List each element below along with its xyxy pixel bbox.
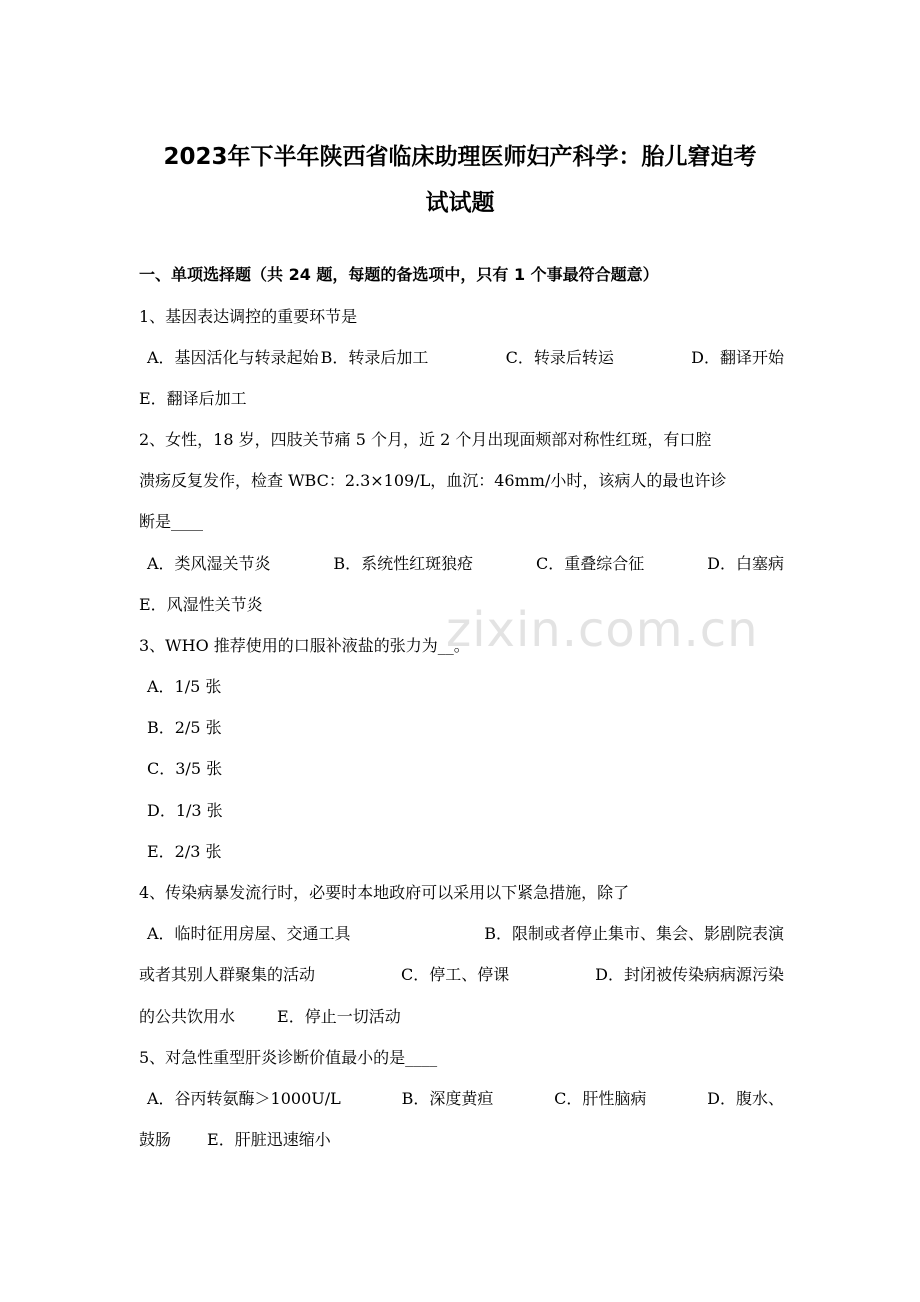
option-d: D．腹水、 bbox=[707, 1089, 784, 1108]
question-3-option-c: C．3/5 张 bbox=[147, 759, 223, 778]
question-4-stem: 4、传染病暴发流行时，必要时本地政府可以采用以下紧急措施，除了 bbox=[139, 883, 630, 902]
option-c: C．肝性脑病 bbox=[554, 1089, 647, 1108]
title-line-1: 2023年下半年陕西省临床助理医师妇产科学：胎儿窘迫考 bbox=[163, 144, 757, 170]
option-b: B．系统性红斑狼疮 bbox=[333, 554, 474, 573]
option-b: B．转录后加工 bbox=[320, 348, 429, 367]
option-a: A．基因活化与转录起始 bbox=[147, 348, 319, 367]
option-b-continued: 或者其别人群聚集的活动 bbox=[139, 965, 316, 984]
option-d-continued: 的公共饮用水 bbox=[139, 1007, 236, 1026]
option-b: B．限制或者停止集市、集会、影剧院表演 bbox=[484, 924, 784, 943]
section-heading: 一、单项选择题（共 24 题，每题的备选项中，只有 1 个事最符合题意） bbox=[139, 265, 659, 284]
question-4-options-line-1 bbox=[139, 923, 784, 945]
title-line-2: 试试题 bbox=[425, 190, 495, 216]
option-d: D．封闭被传染病病源污染 bbox=[595, 965, 784, 984]
option-d: D．翻译开始 bbox=[691, 348, 784, 367]
option-a: A．谷丙转氨酶＞1000U/L bbox=[147, 1089, 341, 1108]
question-5-stem: 5、对急性重型肝炎诊断价值最小的是____ bbox=[139, 1048, 438, 1067]
question-3-option-d: D．1/3 张 bbox=[147, 801, 223, 820]
question-1-option-e: E．翻译后加工 bbox=[139, 389, 247, 408]
question-3-option-b: B．2/5 张 bbox=[147, 718, 222, 737]
document-title bbox=[120, 134, 800, 226]
question-2-stem-line-1: 2、女性，18 岁，四肢关节痛 5 个月，近 2 个月出现面颊部对称性红斑，有口腔 bbox=[139, 430, 712, 449]
option-d-continued: 鼓肠 bbox=[139, 1130, 172, 1149]
question-3-option-e: E．2/3 张 bbox=[147, 842, 222, 861]
question-4-options-line-2 bbox=[139, 964, 784, 986]
question-4-options-line-3 bbox=[139, 1006, 784, 1028]
option-d: D．白塞病 bbox=[707, 554, 784, 573]
question-1-options bbox=[139, 347, 784, 369]
option-a: A．临时征用房屋、交通工具 bbox=[147, 924, 351, 943]
question-3-stem: 3、WHO 推荐使用的口服补液盐的张力为__。 bbox=[139, 636, 470, 655]
question-2-options bbox=[139, 553, 784, 575]
question-1-stem: 1、基因表达调控的重要环节是 bbox=[139, 307, 358, 326]
question-3-option-a: A．1/5 张 bbox=[147, 677, 222, 696]
question-2-stem-line-2: 溃疡反复发作，检查 WBC：2.3×109/L，血沉：46mm/小时，该病人的最也许诊 bbox=[139, 471, 727, 490]
question-5-options-line-1 bbox=[139, 1088, 784, 1110]
option-c: C．重叠综合征 bbox=[536, 554, 645, 573]
option-e: E．停止一切活动 bbox=[277, 1007, 401, 1026]
question-2-stem-line-3: 断是____ bbox=[139, 512, 204, 531]
option-e: E．肝脏迅速缩小 bbox=[207, 1130, 331, 1149]
option-a: A．类风湿关节炎 bbox=[147, 554, 271, 573]
option-c: C．停工、停课 bbox=[400, 965, 510, 984]
question-2-option-e: E．风湿性关节炎 bbox=[139, 595, 263, 614]
option-b: B．深度黄疸 bbox=[401, 1089, 494, 1108]
question-5-options-line-2 bbox=[139, 1129, 784, 1151]
option-c: C．转录后转运 bbox=[505, 348, 614, 367]
watermark: zixin.com.cn bbox=[446, 602, 759, 658]
